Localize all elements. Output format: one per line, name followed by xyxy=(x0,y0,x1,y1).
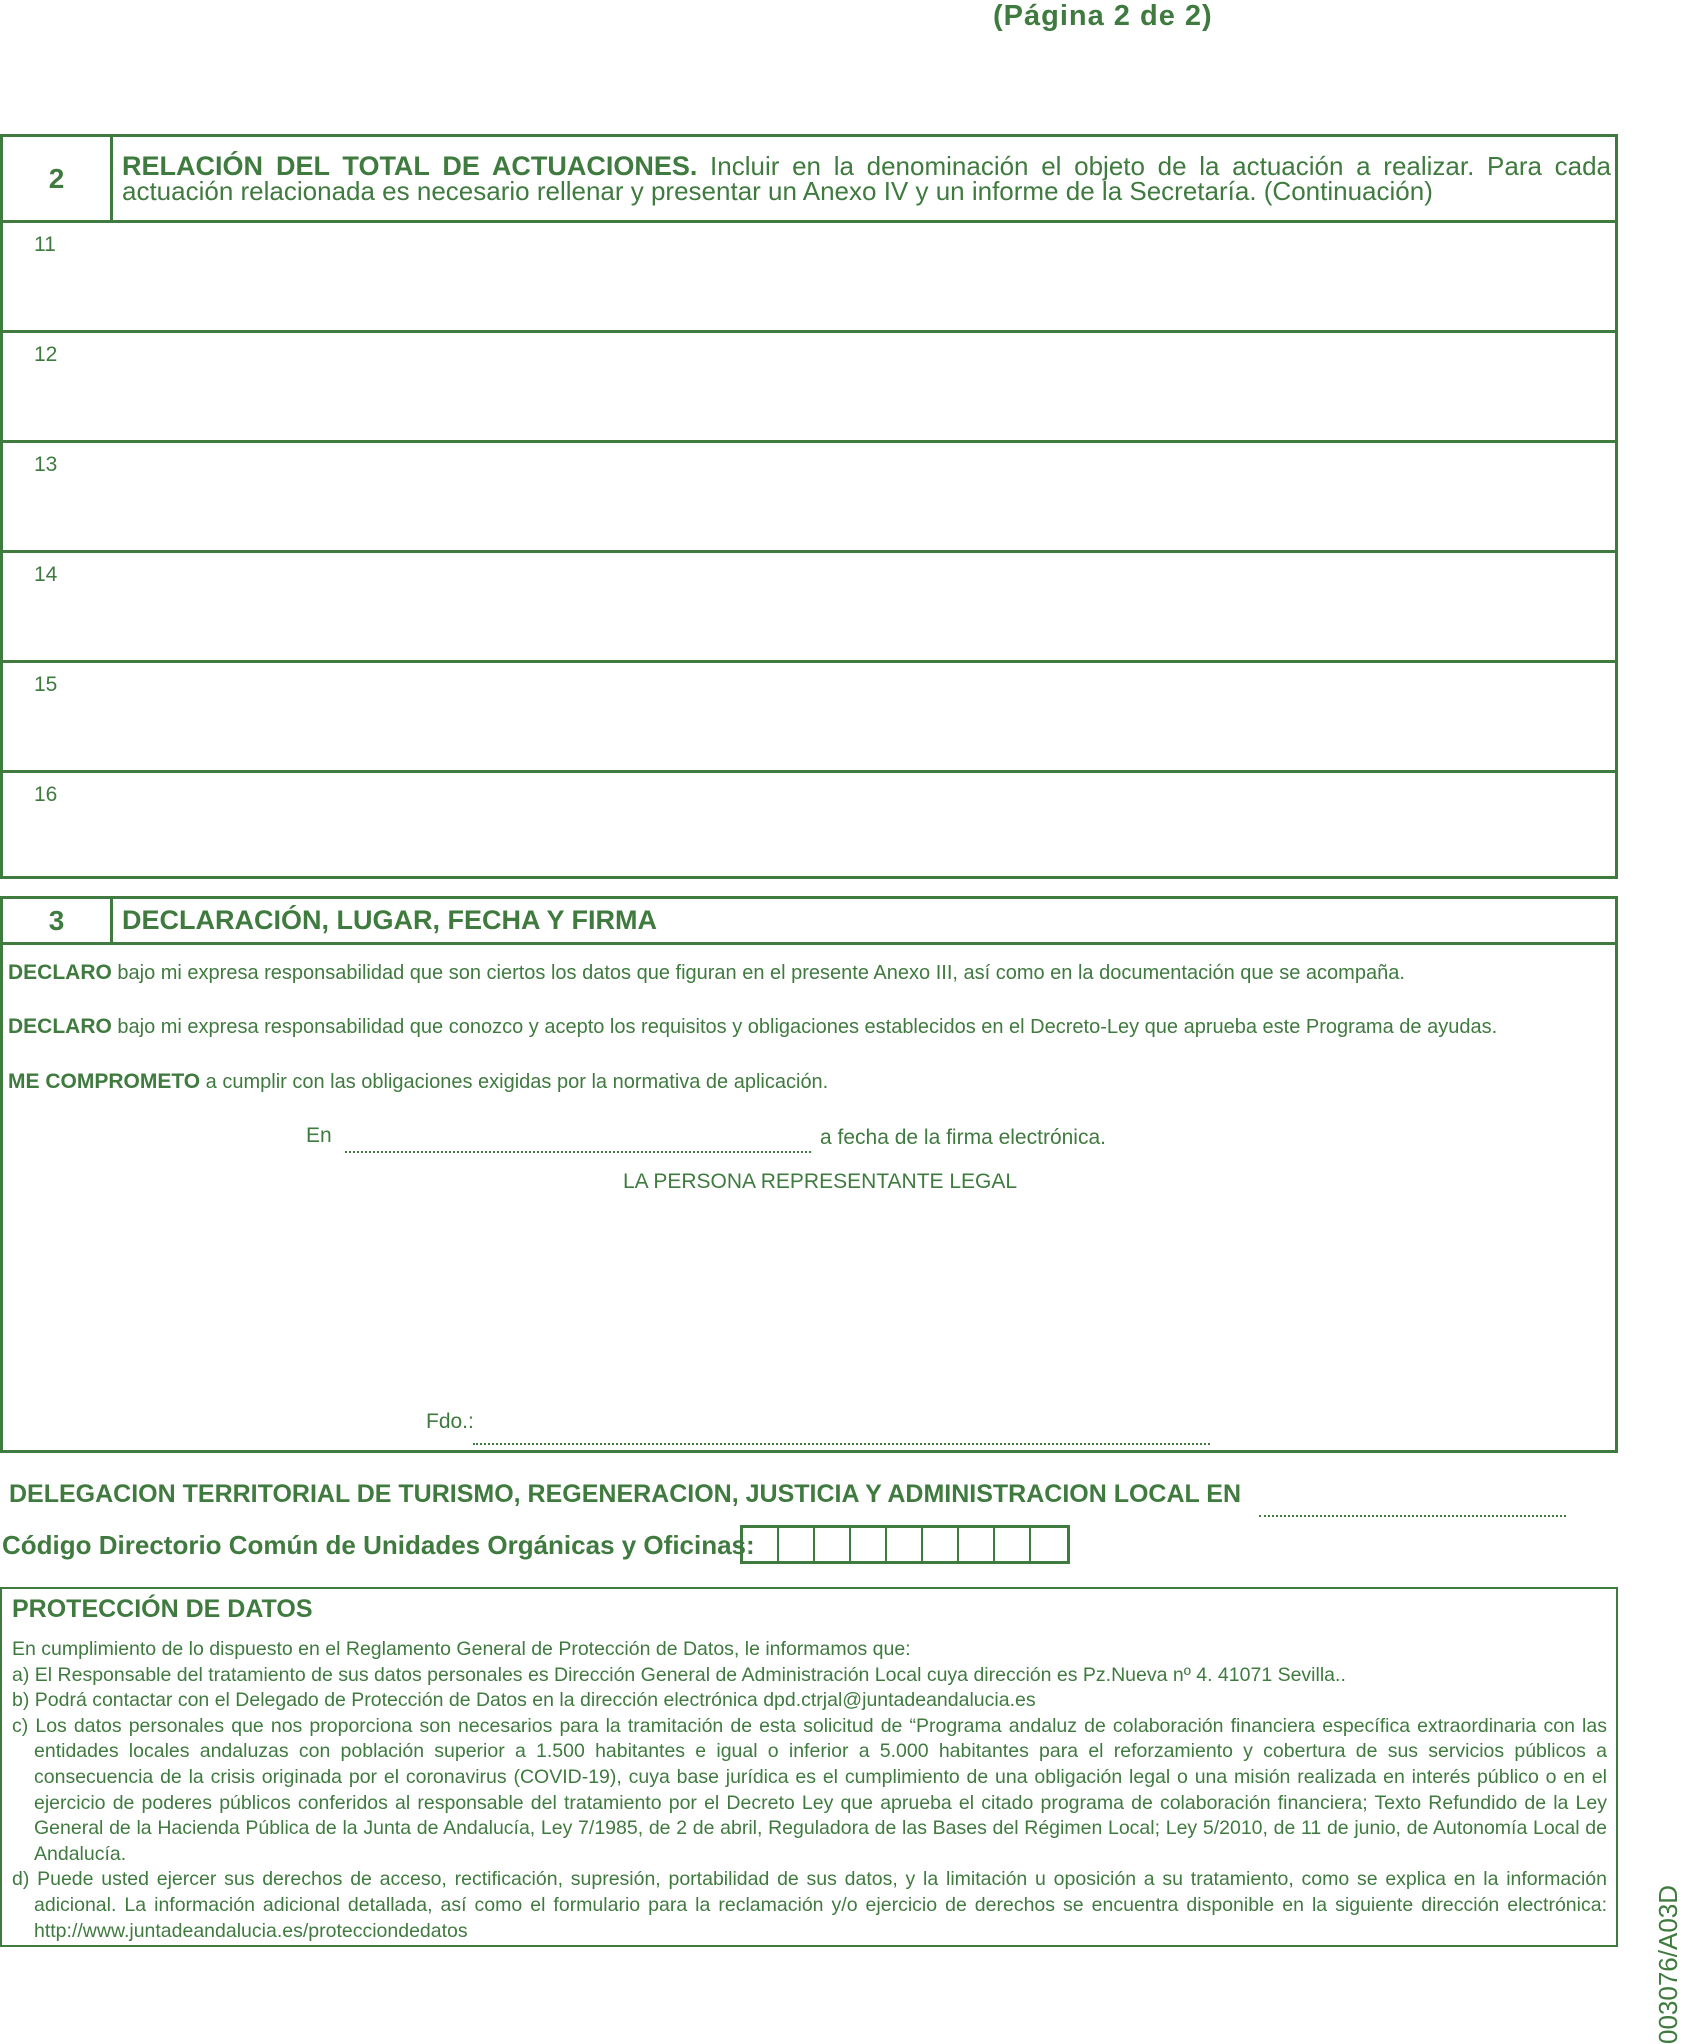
data-protection-title: PROTECCIÓN DE DATOS xyxy=(12,1595,313,1623)
codigo-label: Código Directorio Común de Unidades Orgánicas y Oficinas: xyxy=(2,1530,755,1560)
section-title-text: Incluir en la denominación el objeto de la actuación a realizar. Para cada actuación relacionada es necesario rellenar y presentar un Anexo IV y un informe de la Secretaría. (Continuación) xyxy=(122,151,1611,206)
section-title-bold: RELACIÓN DEL TOTAL DE ACTUACIONES. xyxy=(122,151,698,181)
declaration-text: bajo mi expresa responsabilidad que conozco y acepto los requisitos y obligaciones establecidos en el Decreto-Ley que aprueba este Programa de ayudas. xyxy=(111,1016,1498,1038)
code-cell[interactable] xyxy=(815,1528,851,1561)
form-code: 003076/A03D xyxy=(1653,1884,1683,2044)
data-protection-item-d: d) Puede usted ejercer sus derechos de acceso, rectificación, supresión, portabilidad de sus datos, y la limitación u oposición a su tratamiento, como se explica en la información adicional. La información adicional detallada, así como el formulario para la reclamación y/o ejercicio de derechos se encuentra disponible en la siguiente dirección electrónica: http://www.juntadeandalucia.es/protecciondedatos xyxy=(12,1868,1607,1942)
place-label: En xyxy=(306,1124,332,1147)
code-cell[interactable] xyxy=(923,1528,959,1561)
section-number: 2 xyxy=(3,137,113,223)
section-number: 3 xyxy=(3,899,113,945)
row-number: 15 xyxy=(34,673,58,696)
data-protection-item-c: c) Los datos personales que nos proporciona son necesarios para la tramitación de esta solicitud de “Programa andaluz de colaboración financiera específica extraordinaria con las entidades locales andaluzas con población superior a 1.500 habitantes e igual o inferior a 5.000 habitantes para el reforzamiento y cobertura de sus servicios públicos a consecuencia de la crisis originada por el coronavirus (COVID-19), cuya base jurídica es el cumplimiento de una obligación legal o una misión realizada en interés público o en el ejercicio de poderes públicos conferidos al responsable del tratamiento por el Decreto Ley que aprueba el citado programa de colaboración financiera; Texto Refundido de la Ley General de la Hacienda Pública de la Junta de Andalucía, Ley 7/1985, de 2 de abril, Reguladora de las Bases del Régimen Local; Ley 5/2010, de 11 de junio, de Autonomía Local de Andalucía. xyxy=(12,1714,1607,1865)
data-protection-item-b: b) Podrá contactar con el Delegado de Protección de Datos en la dirección electrónica dpd.ctrjal@juntadeandalucia.es xyxy=(12,1689,1036,1712)
code-cell[interactable] xyxy=(887,1528,923,1561)
code-cell[interactable] xyxy=(779,1528,815,1561)
signature-field[interactable] xyxy=(473,1443,1210,1445)
commitment-keyword: ME COMPROMETO xyxy=(8,1070,201,1093)
declaration-2 xyxy=(8,1015,1497,1039)
declaration-keyword: DECLARO xyxy=(8,961,112,984)
data-protection-item-a: a) El Responsable del tratamiento de sus datos personales es Dirección General de Administración Local cuya dirección es Pz.Nueva nº 4. 41071 Sevilla.. xyxy=(12,1663,1346,1686)
code-cell[interactable] xyxy=(743,1528,779,1561)
commitment xyxy=(8,1070,828,1094)
code-cell[interactable] xyxy=(851,1528,887,1561)
signed-label: Fdo.: xyxy=(426,1410,474,1433)
row-number: 13 xyxy=(34,453,58,476)
row-number: 11 xyxy=(34,233,56,256)
data-protection-body xyxy=(12,1637,1607,1944)
declaration-text: bajo mi expresa responsabilidad que son ciertos los datos que figuran en el presente Anexo III, así como en la documentación que se acompaña. xyxy=(111,962,1405,984)
codigo-boxes[interactable] xyxy=(740,1525,1070,1564)
actuacion-row[interactable] xyxy=(3,553,1615,663)
delegation-field[interactable] xyxy=(1259,1515,1566,1517)
commitment-text: a cumplir con las obligaciones exigidas por la normativa de aplicación. xyxy=(200,1071,829,1093)
actuacion-row[interactable] xyxy=(3,663,1615,773)
actuacion-row[interactable] xyxy=(3,223,1615,333)
section-title xyxy=(113,137,1615,223)
data-protection-section xyxy=(0,1587,1618,1947)
actuacion-row[interactable] xyxy=(3,443,1615,553)
place-suffix: a fecha de la firma electrónica. xyxy=(820,1126,1106,1149)
row-number: 16 xyxy=(34,783,58,806)
actuacion-row[interactable] xyxy=(3,333,1615,443)
page-indicator: (Página 2 de 2) xyxy=(993,0,1213,32)
row-number: 12 xyxy=(34,343,58,366)
place-field[interactable] xyxy=(345,1151,811,1153)
signer-label: LA PERSONA REPRESENTANTE LEGAL xyxy=(623,1170,1018,1193)
row-number: 14 xyxy=(34,563,58,586)
declaration-1 xyxy=(8,961,1405,985)
actuacion-row[interactable] xyxy=(3,773,1615,883)
code-cell[interactable] xyxy=(1031,1528,1067,1561)
section-actuaciones xyxy=(0,134,1618,879)
declaration-keyword: DECLARO xyxy=(8,1015,112,1038)
section-title: DECLARACIÓN, LUGAR, FECHA Y FIRMA xyxy=(113,899,1615,945)
delegation-title: DELEGACION TERRITORIAL DE TURISMO, REGENERACION, JUSTICIA Y ADMINISTRACION LOCAL EN xyxy=(9,1480,1242,1508)
data-protection-intro: En cumplimiento de lo dispuesto en el Reglamento General de Protección de Datos, le informamos que: xyxy=(12,1638,911,1660)
code-cell[interactable] xyxy=(959,1528,995,1561)
code-cell[interactable] xyxy=(995,1528,1031,1561)
section-declaracion xyxy=(0,896,1618,1453)
